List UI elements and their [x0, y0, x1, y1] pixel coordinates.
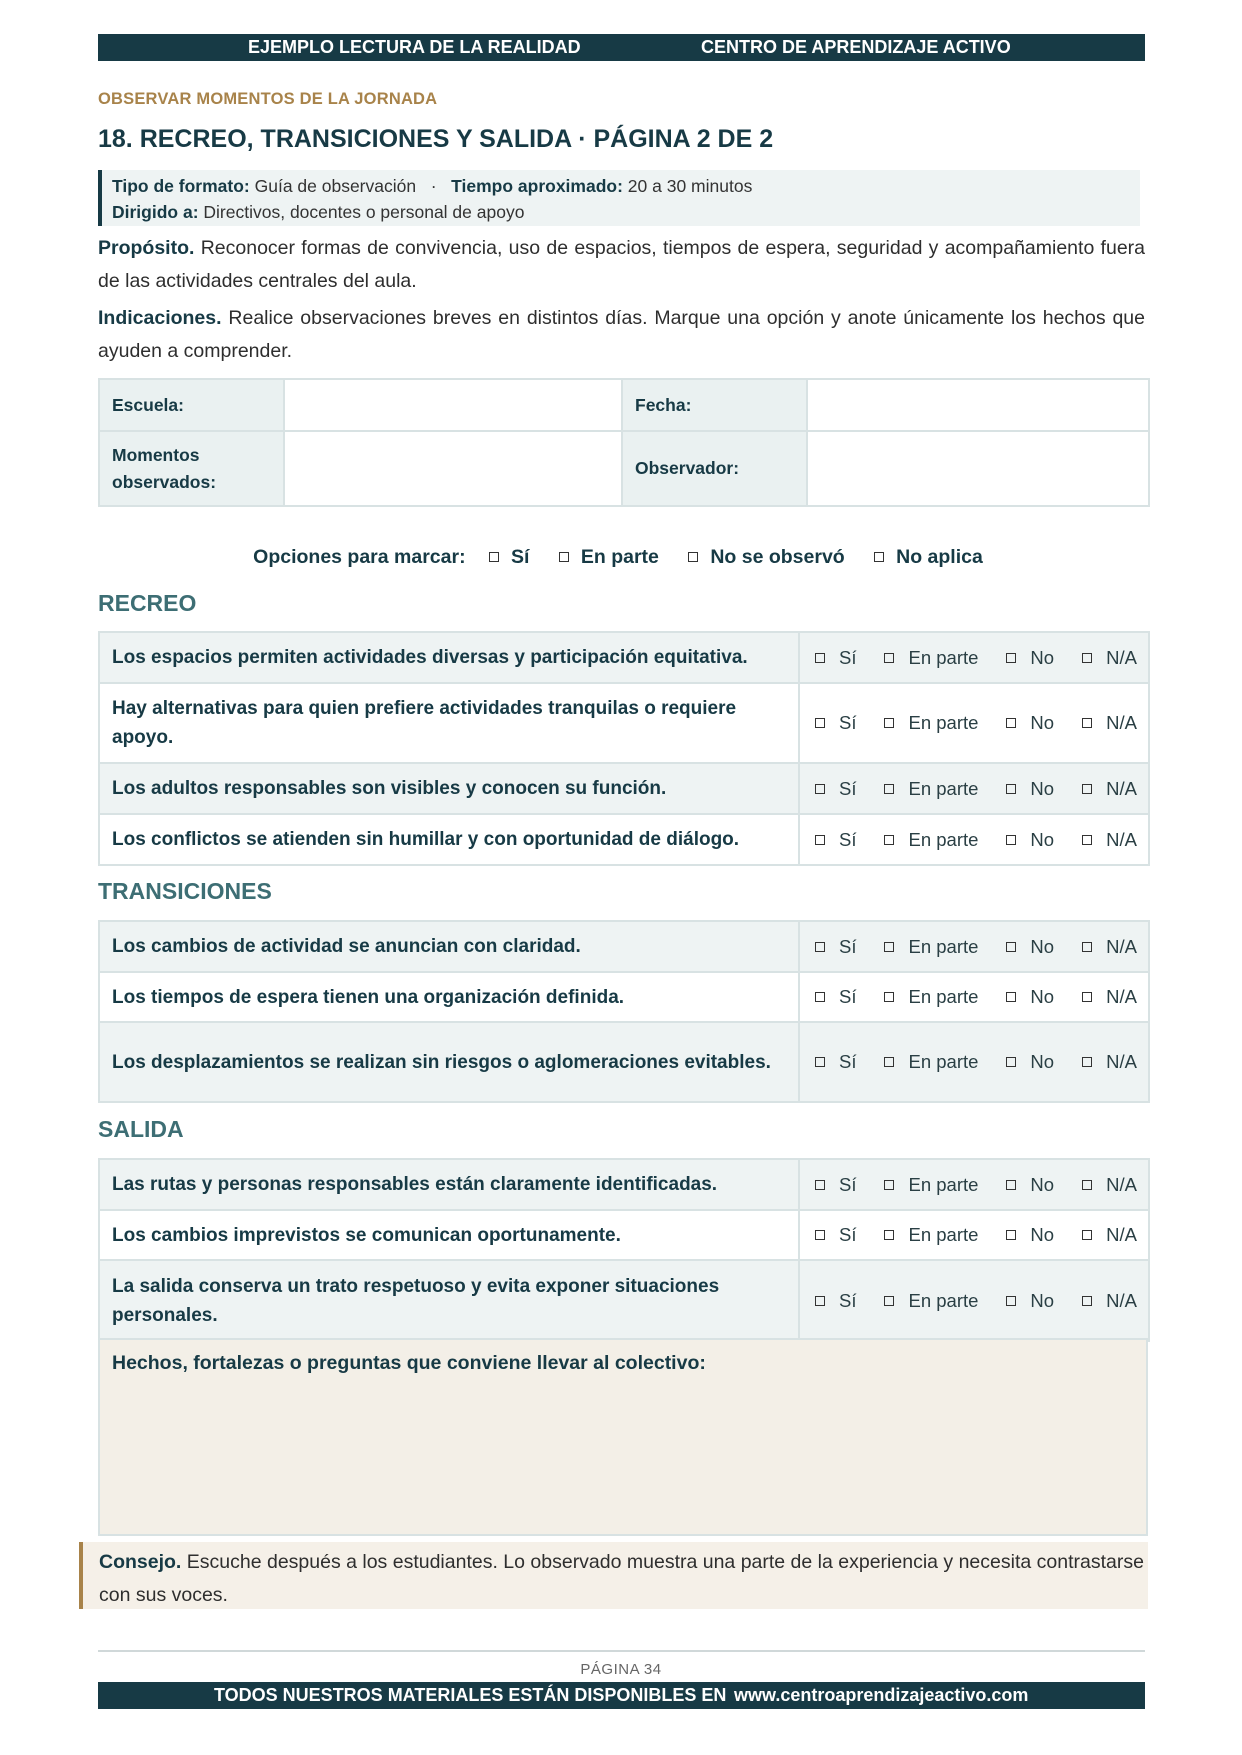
section-title-transiciones: TRANSICIONES — [98, 878, 272, 904]
answer-option[interactable] — [1075, 1051, 1144, 1072]
answer-option[interactable] — [999, 647, 1061, 668]
checkbox-icon[interactable] — [1082, 1230, 1092, 1240]
audience-value: Directivos, docentes o personal de apoyo — [203, 202, 525, 222]
answer-option-label: No — [1030, 646, 1055, 668]
answer-option-label: N/A — [1106, 1051, 1137, 1072]
checklist-item: Hay alternativas para quien prefiere actividades tranquilas o requiere apoyo. — [99, 683, 799, 763]
checkbox-icon[interactable] — [1082, 992, 1092, 1002]
checkbox-icon[interactable] — [815, 1180, 825, 1190]
answer-option-label: N/A — [1106, 1173, 1137, 1195]
moments-label: Momentos observados: — [99, 431, 284, 506]
footer-left-text: TODOS NUESTROS MATERIALES ESTÁN DISPONIBLES EN — [214, 1685, 727, 1705]
format-label: Tipo de formato: — [112, 176, 250, 196]
checkbox-icon[interactable] — [884, 1057, 894, 1067]
answer-option[interactable] — [877, 1290, 985, 1311]
checkbox-icon[interactable] — [1006, 992, 1016, 1002]
answer-options[interactable] — [799, 683, 1149, 763]
answer-option-label: No — [1030, 777, 1055, 799]
checkbox-icon[interactable] — [1006, 1180, 1016, 1190]
answer-options[interactable] — [799, 1260, 1149, 1341]
answer-option-label: Sí — [839, 1173, 857, 1195]
checkbox-icon[interactable] — [1006, 784, 1016, 794]
instructions-label: Indicaciones. — [98, 307, 222, 329]
options-legend — [0, 546, 1242, 569]
instructions-paragraph — [98, 302, 1145, 368]
notes-label: Hechos, fortalezas o preguntas que conviene llevar al colectivo: — [112, 1352, 706, 1374]
answer-option-label: No — [1030, 1173, 1055, 1195]
answer-option-label: En parte — [908, 646, 979, 668]
time-value: 20 a 30 minutos — [627, 176, 753, 196]
answer-option[interactable] — [999, 986, 1061, 1007]
checkbox-icon[interactable] — [815, 653, 825, 663]
answer-option[interactable] — [1075, 712, 1144, 733]
checkbox-icon[interactable] — [1006, 1296, 1016, 1306]
checkbox-icon[interactable] — [815, 942, 825, 952]
answer-option[interactable] — [877, 986, 985, 1007]
answer-option[interactable] — [1075, 1290, 1144, 1311]
answer-option-label: En parte — [908, 712, 979, 733]
answer-options[interactable] — [799, 1159, 1149, 1210]
answer-option-label: N/A — [1106, 935, 1137, 957]
answer-option-label: En parte — [908, 986, 979, 1007]
checkbox-icon[interactable] — [815, 835, 825, 845]
answer-option[interactable] — [999, 1224, 1061, 1245]
answer-option-label: No — [1030, 712, 1055, 733]
checkbox-icon — [559, 552, 569, 562]
page-number: PÁGINA 34 — [580, 1661, 662, 1678]
answer-option-label: No — [1030, 1289, 1055, 1311]
checkbox-icon[interactable] — [1082, 1296, 1092, 1306]
answer-option[interactable] — [808, 1290, 863, 1311]
checklist-item: Los cambios imprevistos se comunican oportunamente. — [99, 1210, 799, 1260]
checkbox-icon[interactable] — [884, 718, 894, 728]
notes-box[interactable] — [98, 1338, 1148, 1536]
answer-option[interactable] — [877, 936, 985, 957]
observer-field[interactable] — [807, 431, 1149, 506]
checkbox-icon[interactable] — [815, 784, 825, 794]
answer-options[interactable] — [799, 1022, 1149, 1102]
answer-option[interactable] — [999, 936, 1061, 957]
checkbox-icon[interactable] — [1006, 942, 1016, 952]
answer-option[interactable] — [877, 1051, 985, 1072]
checklist-item: Las rutas y personas responsables están claramente identificadas. — [99, 1159, 799, 1210]
moments-field[interactable] — [284, 431, 622, 506]
checklist-table-recreo — [98, 631, 1150, 866]
answer-option[interactable] — [1075, 829, 1144, 850]
checklist-table-transiciones — [98, 920, 1150, 1103]
info-table — [98, 378, 1150, 507]
answer-option[interactable] — [808, 829, 863, 850]
checkbox-icon[interactable] — [1082, 942, 1092, 952]
options-legend-label: Opciones para marcar: — [253, 546, 466, 568]
answer-option-label: N/A — [1106, 986, 1137, 1007]
page-title: 18. RECREO, TRANSICIONES Y SALIDA · PÁGINA 2 DE 2 — [98, 125, 774, 153]
answer-option-label: N/A — [1106, 777, 1137, 799]
legend-option: No aplica — [868, 546, 989, 568]
answer-option[interactable] — [999, 712, 1061, 733]
answer-option-label: Sí — [839, 712, 857, 733]
checklist-item: Los conflictos se atienden sin humillar y con oportunidad de diálogo. — [99, 814, 799, 865]
checkbox-icon[interactable] — [884, 942, 894, 952]
checkbox-icon[interactable] — [815, 1230, 825, 1240]
tip-box — [79, 1542, 1148, 1609]
answer-option[interactable] — [877, 778, 985, 799]
answer-option[interactable] — [1075, 1174, 1144, 1195]
answer-option[interactable] — [999, 1051, 1061, 1072]
footer-url[interactable]: www.centroaprendizajeactivo.com — [734, 1685, 1029, 1705]
checkbox-icon[interactable] — [884, 653, 894, 663]
checkbox-icon[interactable] — [815, 1057, 825, 1067]
checklist-item: Los tiempos de espera tienen una organización definida. — [99, 972, 799, 1022]
checkbox-icon — [874, 552, 884, 562]
answer-option-label: Sí — [839, 1289, 857, 1311]
answer-option-label: N/A — [1106, 1224, 1137, 1245]
answer-option-label: No — [1030, 986, 1055, 1007]
answer-option[interactable] — [877, 712, 985, 733]
checklist-item: La salida conserva un trato respetuoso y evita exponer situaciones personales. — [99, 1260, 799, 1341]
checkbox-icon[interactable] — [884, 1180, 894, 1190]
checklist-item: Los cambios de actividad se anuncian con claridad. — [99, 921, 799, 972]
answer-option-label: Sí — [839, 777, 857, 799]
date-label: Fecha: — [622, 379, 807, 431]
time-label: Tiempo aproximado: — [451, 176, 623, 196]
header-right-text: CENTRO DE APRENDIZAJE ACTIVO — [701, 37, 1011, 57]
answer-option-label: En parte — [908, 1289, 979, 1311]
checkbox-icon[interactable] — [884, 1230, 894, 1240]
checklist-item: Los desplazamientos se realizan sin riesgos o aglomeraciones evitables. — [99, 1022, 799, 1102]
section-title-recreo: RECREO — [98, 590, 197, 616]
answer-option[interactable] — [877, 647, 985, 668]
answer-option[interactable] — [999, 829, 1061, 850]
checkbox-icon[interactable] — [815, 1296, 825, 1306]
audience-label: Dirigido a: — [112, 202, 199, 222]
checkbox-icon[interactable] — [884, 992, 894, 1002]
footer-band — [98, 1682, 1145, 1709]
legend-option: No se observó — [682, 546, 850, 568]
answer-option[interactable] — [877, 829, 985, 850]
answer-option[interactable] — [1075, 647, 1144, 668]
header-left-text: EJEMPLO LECTURA DE LA REALIDAD — [248, 37, 581, 57]
section-title-salida: SALIDA — [98, 1116, 184, 1142]
answer-options[interactable] — [799, 1210, 1149, 1260]
answer-option[interactable] — [808, 712, 863, 733]
school-label: Escuela: — [99, 379, 284, 431]
answer-option[interactable] — [808, 1224, 863, 1245]
answer-option-label: En parte — [908, 935, 979, 957]
answer-option[interactable] — [877, 1174, 985, 1195]
format-value: Guía de observación — [254, 176, 417, 196]
checkbox-icon[interactable] — [1082, 653, 1092, 663]
instructions-text: Realice observaciones breves en distintos días. Marque una opción y anote únicamente los hechos que ayuden a comprender. — [98, 307, 1145, 362]
answer-option-label: Sí — [839, 935, 857, 957]
answer-option-label: En parte — [908, 1224, 979, 1245]
format-meta-box — [98, 170, 1140, 226]
checklist-item: Los adultos responsables son visibles y conocen su función. — [99, 763, 799, 814]
checkbox-icon[interactable] — [1082, 1057, 1092, 1067]
checkbox-icon[interactable] — [815, 718, 825, 728]
checkbox-icon[interactable] — [815, 992, 825, 1002]
answer-options[interactable] — [799, 763, 1149, 814]
answer-option[interactable] — [1075, 778, 1144, 799]
answer-option-label: No — [1030, 1051, 1055, 1072]
answer-option-label: N/A — [1106, 828, 1137, 850]
checklist-table-salida — [98, 1158, 1150, 1342]
answer-option[interactable] — [808, 647, 863, 668]
checkbox-icon[interactable] — [1082, 1180, 1092, 1190]
checkbox-icon[interactable] — [1082, 784, 1092, 794]
legend-option: En parte — [553, 546, 665, 568]
header-band — [98, 34, 1145, 61]
answer-option[interactable] — [999, 778, 1061, 799]
checkbox-icon[interactable] — [1006, 718, 1016, 728]
answer-option[interactable] — [1075, 986, 1144, 1007]
answer-option[interactable] — [999, 1290, 1061, 1311]
answer-option-label: N/A — [1106, 646, 1137, 668]
answer-option-label: No — [1030, 828, 1055, 850]
answer-option-label: N/A — [1106, 1289, 1137, 1311]
answer-option-label: No — [1030, 1224, 1055, 1245]
answer-options[interactable] — [799, 921, 1149, 972]
answer-option[interactable] — [808, 1174, 863, 1195]
checkbox-icon[interactable] — [1082, 835, 1092, 845]
meta-separator: · — [430, 176, 437, 196]
answer-option[interactable] — [808, 1051, 863, 1072]
section-kicker: OBSERVAR MOMENTOS DE LA JORNADA — [98, 90, 438, 108]
answer-option[interactable] — [1075, 1224, 1144, 1245]
tip-label: Consejo. — [99, 1551, 182, 1573]
answer-options[interactable] — [799, 632, 1149, 683]
purpose-label: Propósito. — [98, 237, 195, 259]
footer-divider — [98, 1650, 1145, 1652]
checkbox-icon[interactable] — [1082, 718, 1092, 728]
answer-option-label: Sí — [839, 1224, 857, 1245]
answer-option-label: No — [1030, 935, 1055, 957]
answer-options[interactable] — [799, 972, 1149, 1022]
checkbox-icon[interactable] — [1006, 1057, 1016, 1067]
answer-option-label: Sí — [839, 828, 857, 850]
answer-option-label: Sí — [839, 646, 857, 668]
purpose-paragraph — [98, 232, 1145, 298]
school-field[interactable] — [284, 379, 622, 431]
checkbox-icon[interactable] — [1006, 1230, 1016, 1240]
checkbox-icon[interactable] — [1006, 835, 1016, 845]
purpose-text: Reconocer formas de convivencia, uso de espacios, tiempos de espera, seguridad y acompañamiento fuera de las actividades centrales del aula. — [98, 237, 1146, 292]
date-field[interactable] — [807, 379, 1149, 431]
checklist-item: Los espacios permiten actividades diversas y participación equitativa. — [99, 632, 799, 683]
answer-option[interactable] — [877, 1224, 985, 1245]
answer-option[interactable] — [999, 1174, 1061, 1195]
legend-option: Sí — [483, 546, 535, 568]
answer-option-label: En parte — [908, 777, 979, 799]
answer-option-label: Sí — [839, 986, 857, 1007]
checkbox-icon — [489, 552, 499, 562]
observer-label: Observador: — [622, 431, 807, 506]
checkbox-icon[interactable] — [884, 1296, 894, 1306]
answer-option-label: N/A — [1106, 712, 1137, 733]
answer-option[interactable] — [808, 986, 863, 1007]
checkbox-icon[interactable] — [884, 784, 894, 794]
answer-option-label: En parte — [908, 1173, 979, 1195]
answer-option-label: En parte — [908, 828, 979, 850]
checkbox-icon[interactable] — [1006, 653, 1016, 663]
answer-option[interactable] — [1075, 936, 1144, 957]
answer-option-label: Sí — [839, 1051, 857, 1072]
answer-option[interactable] — [808, 936, 863, 957]
answer-options[interactable] — [799, 814, 1149, 865]
answer-option[interactable] — [808, 778, 863, 799]
tip-text: Escuche después a los estudiantes. Lo observado muestra una parte de la experiencia y necesita contrastarse con sus voces. — [99, 1551, 1144, 1606]
answer-option-label: En parte — [908, 1051, 979, 1072]
checkbox-icon — [688, 552, 698, 562]
checkbox-icon[interactable] — [884, 835, 894, 845]
